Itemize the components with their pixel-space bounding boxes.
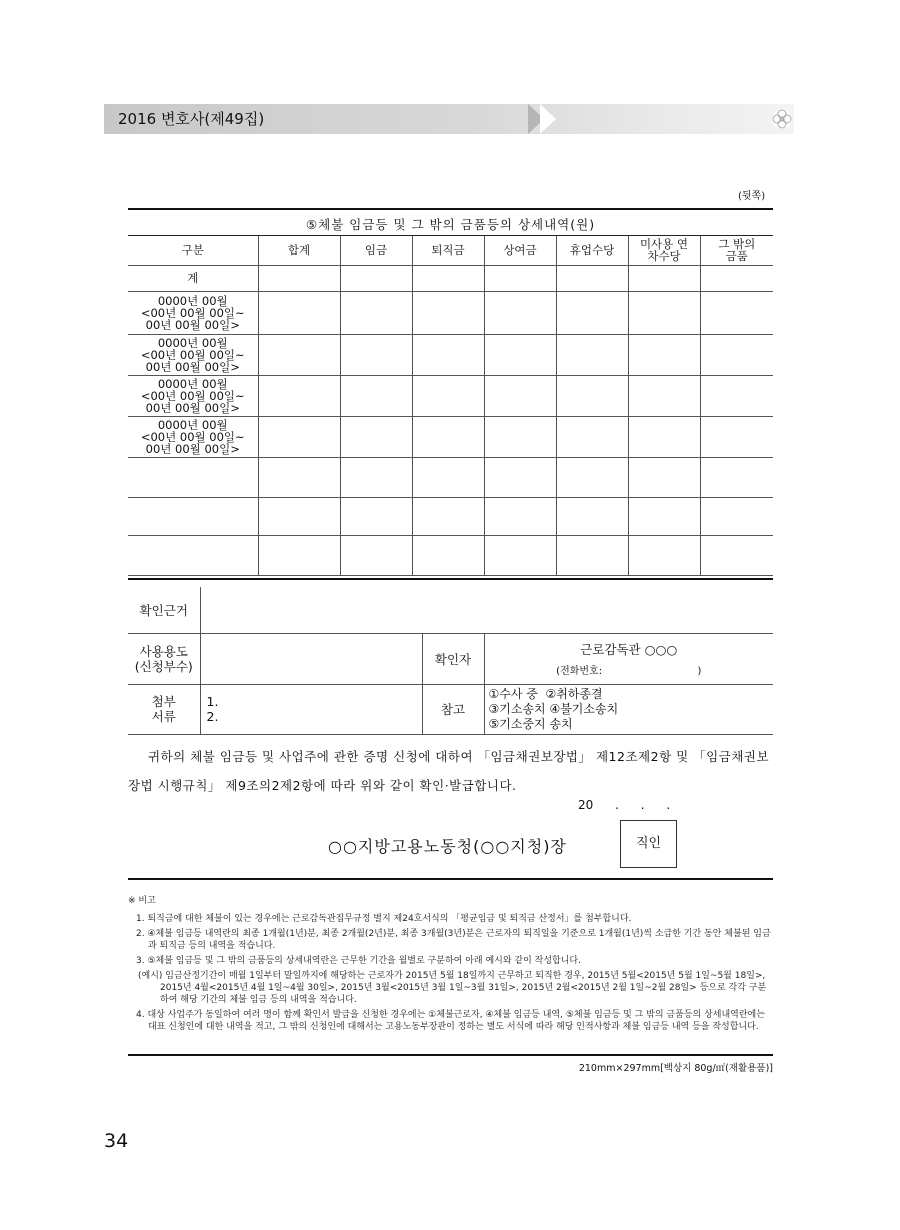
paper-spec: 210mm×297mm[백상지 80g/㎡(재활용품)] <box>578 1063 773 1074</box>
attachments-field[interactable] <box>200 684 422 734</box>
attachments-row <box>128 684 773 734</box>
col-header-total: 합계 <box>258 236 340 265</box>
col-header-shutdown-allowance: 휴업수당 <box>556 236 628 265</box>
table-row <box>128 375 773 416</box>
note-item: 2. ④체불 임금등 내역란의 최종 1개월(1년)분, 최종 2개월(2년)분, 최종 3개월(3년)분은 근로자의 퇴직일을 기준으로 1개월(1년)씩 소급한 기간 동안 체불된 임금과 퇴직금 등의 내역을 적습니다. <box>136 929 771 951</box>
col-header-unused-leave: 미사용 연차수당 <box>628 236 700 265</box>
purpose-label: 사용용도 (신청부수) <box>128 633 200 684</box>
detail-table-bottom-rule <box>128 578 773 580</box>
confirmer-label: 확인자 <box>422 633 484 684</box>
confirmer-field <box>484 633 773 684</box>
col-header-severance: 퇴직금 <box>412 236 484 265</box>
confirmation-table <box>128 587 773 735</box>
col-header-category: 구분 <box>128 236 258 265</box>
purpose-row <box>128 633 773 684</box>
purpose-field[interactable] <box>200 633 422 684</box>
total-label: 계 <box>128 265 258 291</box>
notes-bottom-rule <box>128 1054 773 1056</box>
attachment-1: 1. <box>206 694 219 709</box>
back-side-label: (뒷쪽) <box>738 191 766 202</box>
page-number: 34 <box>104 1130 129 1152</box>
note-example: (예시) 임금산정기간이 매월 1일부터 말일까지에 해당하는 근로자가 2015년 5월 18일까지 근무하고 퇴직한 경우, 2015년 5월<2015년 5월 1일~5월 18일>, 2015년 4월<2015년 4월 1일~4월 30일>, 2015년 3월<2015년 3월 1일~3월 31일>, 2015년 2월<2015년 2월 1일~2월 28일> 등으로 각각 구분하여 해당 기간의 체불 임금 등의 내역을 적습니다. <box>138 971 767 1005</box>
table-row-empty <box>128 457 773 497</box>
form-top-rule <box>128 208 773 210</box>
table-row <box>128 334 773 375</box>
table-header-row <box>128 236 773 265</box>
date-line: 20 . . . <box>578 798 671 812</box>
reference-label: 참고 <box>422 684 484 734</box>
period-cell: 0000년 00월 <00년 00월 00일~ 00년 00월 00일> <box>128 334 258 375</box>
period-cell: 0000년 00월 <00년 00월 00일~ 00년 00월 00일> <box>128 291 258 334</box>
period-cell: 0000년 00월 <00년 00월 00일~ 00년 00월 00일> <box>128 416 258 457</box>
section-title: ⑤체불 임금등 및 그 밖의 금품등의 상세내역(원) <box>305 217 596 232</box>
col-header-other: 그 밖의 금품 <box>700 236 773 265</box>
note-item: 4. 대상 사업주가 동일하여 여러 명이 함께 확인서 발급을 신청한 경우에는 ①체불근로자, ④체불 임금등 내역, ⑤체불 임금등 및 그 밖의 금품등의 상세내역란에는 대표 신청인에 대한 내역을 적고, 그 밖의 신청인에 대해서는 고용노동부장관이 정하는 별도 서식에 따라 해당 인적사항과 체불 임금등 내역 등을 작성합니다. <box>136 1010 765 1032</box>
inspector-name: 근로감독관 ○○○ <box>580 642 678 657</box>
flower-emblem-icon <box>770 107 794 131</box>
attachment-2: 2. <box>206 709 219 724</box>
col-header-wages: 임금 <box>340 236 412 265</box>
table-row <box>128 291 773 334</box>
reference-option-1: ①수사 중 ②취하종결 <box>488 686 603 701</box>
col-header-bonus: 상여금 <box>484 236 556 265</box>
official-seal-box: 직인 <box>620 820 677 868</box>
phone-label: (전화번호: ) <box>556 666 702 677</box>
basis-field[interactable] <box>200 587 773 633</box>
basis-row <box>128 587 773 633</box>
notes-heading: ※ 비고 <box>128 896 156 906</box>
table-row-empty <box>128 535 773 575</box>
reference-option-2: ③기소송치 ④불기소송치 <box>488 701 619 716</box>
issuing-office: ○○지방고용노동청(○○지청)장 <box>328 837 567 856</box>
statement-paragraph: 귀하의 체불 임금등 및 사업주에 관한 증명 신청에 대하여 「임금채권보장법」 제12조제2항 및 「임금채권보장법 시행규칙」 제9조의2제2항에 따라 위와 같이 확인·발급합니다. <box>128 749 770 793</box>
attachments-label: 첨부 서류 <box>128 684 200 734</box>
table-row-empty <box>128 497 773 535</box>
note-item: 3. ⑤체불 임금등 및 그 밖의 금품등의 상세내역란은 근무한 기간을 월별로 구분하여 아래 예시와 같이 작성합니다. <box>136 956 581 966</box>
reference-option-3: ⑤기소중지 송치 <box>488 716 573 731</box>
detail-table <box>128 236 773 576</box>
reference-field <box>484 684 773 734</box>
running-header-title: 2016 변호사(제49집) <box>118 110 265 128</box>
basis-label: 확인근거 <box>128 587 200 633</box>
notes-section <box>128 895 773 1036</box>
table-row-total <box>128 265 773 291</box>
note-item: 1. 퇴직금에 대한 체불이 있는 경우에는 근로감독관집무규정 별지 제24호서식의 「평균임금 및 퇴직금 산정서」를 첨부합니다. <box>136 914 632 924</box>
notes-top-rule <box>128 878 773 880</box>
period-cell: 0000년 00월 <00년 00월 00일~ 00년 00월 00일> <box>128 375 258 416</box>
table-row <box>128 416 773 457</box>
header-chevron <box>540 104 556 134</box>
